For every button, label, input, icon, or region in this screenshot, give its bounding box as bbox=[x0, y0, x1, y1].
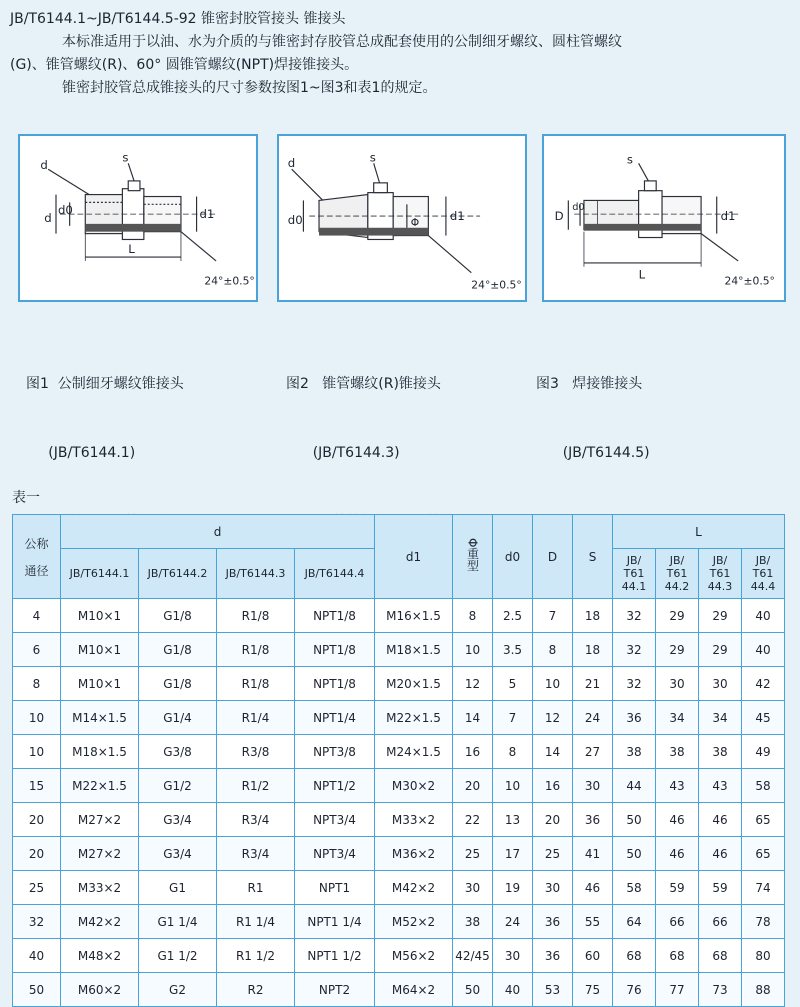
cell-L-jb3: 30 bbox=[699, 667, 742, 701]
cell-D: 36 bbox=[533, 939, 573, 973]
fig3-s-label: s bbox=[626, 152, 634, 167]
cell-d-jb3: R1 1/2 bbox=[217, 939, 295, 973]
cell-d0: 7 bbox=[493, 701, 533, 735]
header-L: L bbox=[613, 515, 785, 549]
cell-S: 24 bbox=[573, 701, 613, 735]
cell-d-jb4: NPT3/4 bbox=[295, 803, 375, 837]
cell-phi: 12 bbox=[453, 667, 493, 701]
fig1-s-label: s bbox=[122, 150, 129, 165]
cell-D: 53 bbox=[533, 973, 573, 1007]
cell-d-jb3: R1 1/4 bbox=[217, 905, 295, 939]
cell-L-jb2: 30 bbox=[656, 667, 699, 701]
cell-L-jb3: 29 bbox=[699, 599, 742, 633]
cell-d1: M56×2 bbox=[375, 939, 453, 973]
cell-S: 27 bbox=[573, 735, 613, 769]
cell-L-jb4: 65 bbox=[742, 837, 785, 871]
cell-D: 20 bbox=[533, 803, 573, 837]
cell-d-jb1: M48×2 bbox=[61, 939, 139, 973]
cell-L-jb4: 58 bbox=[742, 769, 785, 803]
cell-d-jb3: R3/4 bbox=[217, 803, 295, 837]
cell-S: 18 bbox=[573, 599, 613, 633]
table-title: 表一 bbox=[12, 490, 40, 506]
cell-L-jb1: 68 bbox=[613, 939, 656, 973]
cell-L-jb1: 50 bbox=[613, 837, 656, 871]
cell-nominal: 15 bbox=[13, 769, 61, 803]
figure-2-box bbox=[277, 134, 527, 302]
cell-d-jb4: NPT2 bbox=[295, 973, 375, 1007]
cell-d-jb1: M18×1.5 bbox=[61, 735, 139, 769]
cell-L-jb2: 38 bbox=[656, 735, 699, 769]
fig3-d0-label: d0 bbox=[572, 202, 585, 214]
scope-line-2: (G)、锥管螺纹(R)、60° 圆锥管螺纹(NPT)焊接锥接头。 bbox=[10, 57, 359, 73]
cell-d-jb2: G3/8 bbox=[139, 735, 217, 769]
header-phi-heavy: Φ重型 bbox=[453, 515, 493, 599]
cell-D: 8 bbox=[533, 633, 573, 667]
header-d1: d1 bbox=[375, 515, 453, 599]
cell-d-jb4: NPT1/4 bbox=[295, 701, 375, 735]
cell-d-jb4: NPT1 1/4 bbox=[295, 905, 375, 939]
cell-L-jb4: 40 bbox=[742, 633, 785, 667]
cell-D: 10 bbox=[533, 667, 573, 701]
cell-L-jb4: 65 bbox=[742, 803, 785, 837]
cell-d1: M30×2 bbox=[375, 769, 453, 803]
figure-1-caption: 图1 公制细牙螺纹锥接头 (JB/T6144.1) bbox=[26, 376, 184, 461]
cell-nominal: 40 bbox=[13, 939, 61, 973]
figure-2-caption: 图2 锥管螺纹(R)锥接头 (JB/T6144.3) bbox=[286, 376, 441, 461]
header-L-jb3: JB/ T61 44.3 bbox=[699, 549, 742, 599]
cell-L-jb4: 74 bbox=[742, 871, 785, 905]
cell-L-jb1: 44 bbox=[613, 769, 656, 803]
table-row bbox=[13, 871, 785, 905]
table-row bbox=[13, 667, 785, 701]
cell-d0: 30 bbox=[493, 939, 533, 973]
cell-d-jb3: R3/4 bbox=[217, 837, 295, 871]
cell-d-jb3: R3/8 bbox=[217, 735, 295, 769]
cell-d-jb3: R1/4 bbox=[217, 701, 295, 735]
cell-L-jb3: 68 bbox=[699, 939, 742, 973]
cell-d1: M20×1.5 bbox=[375, 667, 453, 701]
cell-d1: M42×2 bbox=[375, 871, 453, 905]
cell-d-jb2: G2 bbox=[139, 973, 217, 1007]
cell-L-jb4: 42 bbox=[742, 667, 785, 701]
cell-d0: 8 bbox=[493, 735, 533, 769]
cell-d0: 19 bbox=[493, 871, 533, 905]
cell-L-jb1: 38 bbox=[613, 735, 656, 769]
table-row bbox=[13, 939, 785, 973]
cell-d-jb4: NPT1/8 bbox=[295, 667, 375, 701]
header-L-jb2: JB/ T61 44.2 bbox=[656, 549, 699, 599]
cell-L-jb3: 34 bbox=[699, 701, 742, 735]
cell-L-jb1: 36 bbox=[613, 701, 656, 735]
header-d0: d0 bbox=[493, 515, 533, 599]
cell-nominal: 20 bbox=[13, 837, 61, 871]
cell-nominal: 10 bbox=[13, 701, 61, 735]
cell-d-jb1: M60×2 bbox=[61, 973, 139, 1007]
cell-d-jb3: R1/8 bbox=[217, 667, 295, 701]
cell-d-jb4: NPT3/8 bbox=[295, 735, 375, 769]
cell-S: 75 bbox=[573, 973, 613, 1007]
cell-d-jb3: R1/2 bbox=[217, 769, 295, 803]
cell-nominal: 6 bbox=[13, 633, 61, 667]
figure-1-drawing bbox=[20, 136, 256, 300]
cell-d-jb1: M14×1.5 bbox=[61, 701, 139, 735]
cell-phi: 38 bbox=[453, 905, 493, 939]
fig1-d1-label: d1 bbox=[199, 207, 215, 221]
cell-S: 36 bbox=[573, 803, 613, 837]
cell-d-jb1: M33×2 bbox=[61, 871, 139, 905]
cell-D: 30 bbox=[533, 871, 573, 905]
fig3-D-label: D bbox=[554, 208, 564, 223]
table-row bbox=[13, 599, 785, 633]
header-d: d bbox=[61, 515, 375, 549]
cell-S: 46 bbox=[573, 871, 613, 905]
cell-phi: 20 bbox=[453, 769, 493, 803]
cell-L-jb2: 46 bbox=[656, 803, 699, 837]
cell-S: 21 bbox=[573, 667, 613, 701]
cell-d1: M36×2 bbox=[375, 837, 453, 871]
cell-d0: 2.5 bbox=[493, 599, 533, 633]
cell-d1: M64×2 bbox=[375, 973, 453, 1007]
cell-L-jb1: 58 bbox=[613, 871, 656, 905]
cell-phi: 14 bbox=[453, 701, 493, 735]
cell-d-jb2: G1 bbox=[139, 871, 217, 905]
cell-L-jb2: 77 bbox=[656, 973, 699, 1007]
cell-d-jb2: G1/8 bbox=[139, 599, 217, 633]
table-row bbox=[13, 633, 785, 667]
cell-L-jb4: 88 bbox=[742, 973, 785, 1007]
cell-d-jb2: G1/2 bbox=[139, 769, 217, 803]
cell-d-jb3: R1/8 bbox=[217, 633, 295, 667]
table-row bbox=[13, 769, 785, 803]
cell-L-jb3: 38 bbox=[699, 735, 742, 769]
header-d-jb3: JB/T6144.3 bbox=[217, 549, 295, 599]
cell-L-jb3: 59 bbox=[699, 871, 742, 905]
fig1-angle-label: 24°±0.5° bbox=[204, 274, 255, 288]
figure-3-drawing bbox=[544, 136, 784, 300]
cell-d-jb2: G1/8 bbox=[139, 667, 217, 701]
table-row bbox=[13, 837, 785, 871]
header-nominal: 公称 通径 bbox=[13, 515, 61, 599]
table-row bbox=[13, 735, 785, 769]
cell-d-jb2: G1/8 bbox=[139, 633, 217, 667]
cell-L-jb1: 32 bbox=[613, 599, 656, 633]
cell-L-jb1: 76 bbox=[613, 973, 656, 1007]
cell-d-jb3: R1 bbox=[217, 871, 295, 905]
fig2-angle-label: 24°±0.5° bbox=[471, 278, 522, 292]
table-body bbox=[13, 599, 785, 1007]
cell-d-jb1: M42×2 bbox=[61, 905, 139, 939]
cell-phi: 30 bbox=[453, 871, 493, 905]
cell-d0: 13 bbox=[493, 803, 533, 837]
table-row bbox=[13, 701, 785, 735]
fig2-d0-label: d0 bbox=[287, 212, 303, 227]
cell-D: 16 bbox=[533, 769, 573, 803]
cell-d-jb1: M10×1 bbox=[61, 667, 139, 701]
cell-D: 25 bbox=[533, 837, 573, 871]
cell-nominal: 10 bbox=[13, 735, 61, 769]
cell-d-jb1: M27×2 bbox=[61, 837, 139, 871]
header-d-jb4: JB/T6144.4 bbox=[295, 549, 375, 599]
cell-L-jb2: 43 bbox=[656, 769, 699, 803]
fig1-L-label: L bbox=[128, 242, 135, 257]
cell-d0: 10 bbox=[493, 769, 533, 803]
cell-D: 7 bbox=[533, 599, 573, 633]
cell-S: 55 bbox=[573, 905, 613, 939]
fig2-d1-label: d1 bbox=[449, 208, 465, 223]
cell-d-jb4: NPT1 1/2 bbox=[295, 939, 375, 973]
fig3-angle-label: 24°±0.5° bbox=[724, 274, 775, 288]
cell-d1: M22×1.5 bbox=[375, 701, 453, 735]
cell-nominal: 25 bbox=[13, 871, 61, 905]
figure-2-drawing bbox=[279, 136, 525, 300]
header-d-jb1: JB/T6144.1 bbox=[61, 549, 139, 599]
cell-nominal: 50 bbox=[13, 973, 61, 1007]
cell-phi: 16 bbox=[453, 735, 493, 769]
cell-d-jb3: R2 bbox=[217, 973, 295, 1007]
cell-S: 60 bbox=[573, 939, 613, 973]
cell-phi: 10 bbox=[453, 633, 493, 667]
cell-d-jb4: NPT3/4 bbox=[295, 837, 375, 871]
cell-L-jb1: 32 bbox=[613, 667, 656, 701]
cell-L-jb4: 49 bbox=[742, 735, 785, 769]
cell-d-jb1: M27×2 bbox=[61, 803, 139, 837]
header-D: D bbox=[533, 515, 573, 599]
cell-d-jb2: G3/4 bbox=[139, 803, 217, 837]
header-L-jb4: JB/ T61 44.4 bbox=[742, 549, 785, 599]
cell-phi: 50 bbox=[453, 973, 493, 1007]
cell-d-jb3: R1/8 bbox=[217, 599, 295, 633]
cell-L-jb1: 32 bbox=[613, 633, 656, 667]
cell-d-jb4: NPT1/8 bbox=[295, 599, 375, 633]
header-S: S bbox=[573, 515, 613, 599]
cell-d0: 3.5 bbox=[493, 633, 533, 667]
cell-L-jb4: 45 bbox=[742, 701, 785, 735]
cell-S: 41 bbox=[573, 837, 613, 871]
dimension-note: 锥密封胶管总成锥接头的尺寸参数按图1~图3和表1的规定。 bbox=[62, 80, 437, 96]
standard-title: JB/T6144.1~JB/T6144.5-92 锥密封胶管接头 锥接头 bbox=[10, 11, 346, 27]
fig1-d0-label: d0 bbox=[57, 203, 73, 218]
cell-L-jb3: 73 bbox=[699, 973, 742, 1007]
figure-3-box bbox=[542, 134, 786, 302]
cell-L-jb4: 40 bbox=[742, 599, 785, 633]
cell-d-jb2: G1/4 bbox=[139, 701, 217, 735]
fig3-L-label: L bbox=[638, 267, 646, 282]
table-row bbox=[13, 803, 785, 837]
cell-d-jb1: M10×1 bbox=[61, 599, 139, 633]
cell-D: 36 bbox=[533, 905, 573, 939]
figure-3-caption: 图3 焊接锥接头 (JB/T6144.5) bbox=[536, 376, 650, 461]
fig1-d-dim: d bbox=[44, 210, 52, 225]
cell-nominal: 4 bbox=[13, 599, 61, 633]
cell-L-jb3: 46 bbox=[699, 837, 742, 871]
cell-L-jb2: 59 bbox=[656, 871, 699, 905]
cell-L-jb2: 46 bbox=[656, 837, 699, 871]
fig2-s-label: s bbox=[369, 150, 376, 165]
cell-L-jb3: 46 bbox=[699, 803, 742, 837]
cell-d-jb2: G1 1/2 bbox=[139, 939, 217, 973]
dimension-table bbox=[12, 514, 785, 1007]
cell-d-jb1: M22×1.5 bbox=[61, 769, 139, 803]
header-d-jb2: JB/T6144.2 bbox=[139, 549, 217, 599]
fig2-d-label: d bbox=[287, 156, 296, 171]
cell-L-jb2: 34 bbox=[656, 701, 699, 735]
cell-d0: 24 bbox=[493, 905, 533, 939]
cell-d1: M18×1.5 bbox=[375, 633, 453, 667]
cell-d-jb2: G1 1/4 bbox=[139, 905, 217, 939]
cell-d-jb2: G3/4 bbox=[139, 837, 217, 871]
cell-d1: M52×2 bbox=[375, 905, 453, 939]
figure-1-box bbox=[18, 134, 258, 302]
cell-d1: M24×1.5 bbox=[375, 735, 453, 769]
cell-L-jb1: 50 bbox=[613, 803, 656, 837]
cell-d-jb4: NPT1/8 bbox=[295, 633, 375, 667]
cell-D: 14 bbox=[533, 735, 573, 769]
cell-L-jb3: 66 bbox=[699, 905, 742, 939]
cell-d-jb1: M10×1 bbox=[61, 633, 139, 667]
intro-text bbox=[10, 8, 790, 100]
cell-phi: 25 bbox=[453, 837, 493, 871]
cell-L-jb2: 29 bbox=[656, 633, 699, 667]
cell-D: 12 bbox=[533, 701, 573, 735]
cell-d0: 5 bbox=[493, 667, 533, 701]
table-row bbox=[13, 905, 785, 939]
cell-d1: M16×1.5 bbox=[375, 599, 453, 633]
cell-d0: 17 bbox=[493, 837, 533, 871]
cell-phi: 42/45 bbox=[453, 939, 493, 973]
cell-L-jb3: 43 bbox=[699, 769, 742, 803]
cell-d1: M33×2 bbox=[375, 803, 453, 837]
fig1-d-label: d bbox=[40, 158, 48, 173]
cell-L-jb1: 64 bbox=[613, 905, 656, 939]
cell-L-jb4: 80 bbox=[742, 939, 785, 973]
cell-nominal: 8 bbox=[13, 667, 61, 701]
fig3-d1-label: d1 bbox=[720, 208, 736, 223]
cell-phi: 8 bbox=[453, 599, 493, 633]
cell-nominal: 32 bbox=[13, 905, 61, 939]
cell-d0: 40 bbox=[493, 973, 533, 1007]
cell-d-jb4: NPT1/2 bbox=[295, 769, 375, 803]
cell-L-jb3: 29 bbox=[699, 633, 742, 667]
header-L-jb1: JB/ T61 44.1 bbox=[613, 549, 656, 599]
cell-nominal: 20 bbox=[13, 803, 61, 837]
cell-L-jb4: 78 bbox=[742, 905, 785, 939]
cell-S: 18 bbox=[573, 633, 613, 667]
cell-S: 30 bbox=[573, 769, 613, 803]
scope-line-1: 本标准适用于以油、水为介质的与锥密封存胶管总成配套使用的公制细牙螺纹、圆柱管螺纹 bbox=[62, 34, 622, 50]
cell-L-jb2: 66 bbox=[656, 905, 699, 939]
cell-d-jb4: NPT1 bbox=[295, 871, 375, 905]
cell-L-jb2: 29 bbox=[656, 599, 699, 633]
cell-L-jb2: 68 bbox=[656, 939, 699, 973]
cell-phi: 22 bbox=[453, 803, 493, 837]
fig2-phi-label: Φ bbox=[410, 215, 420, 229]
